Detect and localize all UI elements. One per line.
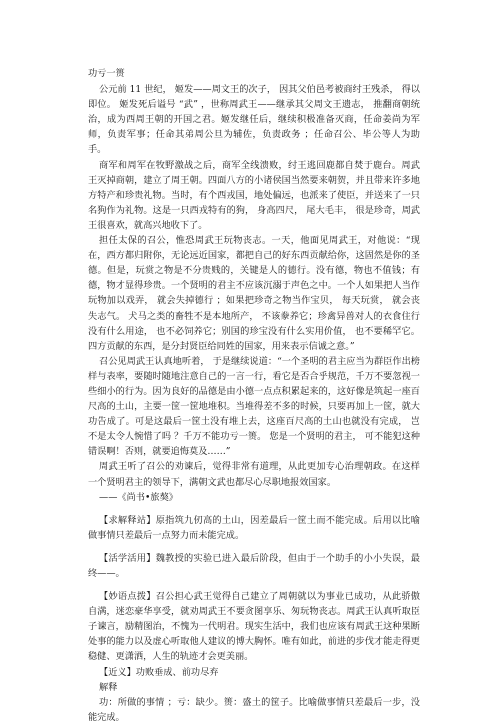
spacer [88, 505, 420, 513]
story-paragraph: 召公见周武王认真地听着， 于是继续说道：“一个圣明的君主应当为群臣作出榜样与表率，要随时随地注意自己的一言一行，看它是否合乎规范，千万不要忽视一些细小的行为。因为良好的品德是由小德一点点积累起来的，这好像是筑起一座百尺高的土山，主要一筐一筐地堆积。当堆得差不多的时候，只要再加上一筐，就大功告成了。可是这最后一筐土没有堆上去，这座百尺高的土山也就没有完成， 岂不是太令人惋惜了吗 ？千万不能功亏一篑。 您是一个贤明的君主， 可不能犯这种错误啊！否则，就要追悔莫及……” [88, 355, 420, 458]
document-body [88, 66, 420, 725]
story-paragraph: 公元前 11 世纪， 姬发——周文王的次子， 因其父伯邑考被商纣王残杀， 得以即位。 姬发死后谥号 “武” ，世称周武王——继承其父周文王遗志， 推翻商朝统治，成为西周王朝的开国之君。姬发继任后，继续积极准备灭商，任命姜尚为军师，负责军事；任命其弟周公旦为辅佐，负责政务 ；任命召公、毕公等人为助手。 [88, 84, 420, 156]
note-explanation [88, 513, 420, 543]
note-text: 魏教授的实验已进入最后阶段，但由于一个助手的小小失误，最终——。 [88, 552, 420, 579]
explain-heading: 解释 [99, 681, 118, 693]
story-paragraph: 担任太保的召公，惟恐周武王玩物丧志。一天，他面见周武王，对他说：“现在，西方都归附你，无论远近国家，都把自己的好东西贡献给你，这固然是你的圣德。但是，玩赏之物是不分贵贱的，关键是人的德行。没有德，物也不值钱；有德，物才显得珍贵。一个贤明的君主不应该沉溺于声色之中。一个人如果把人当作玩物加以戏弄， 就会失掉德行 ；如果把珍奇之物当作宝贝， 每天玩赏， 就会丧失志气。 犬马之类的畜牲不是本地所产， 不该豢养它；珍禽异兽对人的衣食住行没有什么用途， 也不必饲养它；别国的珍宝没有什么实用价值， 也不要稀罕它。 四方贡献的东西，是分封贤臣给同姓的国家，用来表示信诚之意。” [88, 235, 420, 352]
document-title: 功亏一篑 [88, 68, 125, 79]
note-text: 功败垂成、前功尽弃 [135, 666, 219, 678]
explain-text: 功：所做的事情 ；亏：缺少。篑：盛土的筐子。比喻做事情只差最后一步，没能完成。 [88, 696, 420, 723]
note-label: 【活学活用】 [99, 552, 156, 564]
note-label: 【近义】 [99, 666, 136, 678]
note-text: 原指筑九仞高的土山，因差最后一筐土而不能完成。后用以比喻做事情只差最后一点努力而未能完成。 [88, 514, 420, 541]
note-label: 【求解释站】 [99, 514, 156, 526]
story-paragraph: 周武王听了召公的劝谏后，觉得非常有道理，从此更加专心治理朝政。在这样一个贤明君主的领导下，满朝文武也都尽心尽职地报效国家。 [88, 461, 420, 488]
source-citation: ——《尚书•旅獒》 [99, 491, 178, 503]
story-paragraph: 商军和周军在牧野激战之后，商军全线溃败，纣王逃回鹿都自焚于鹿台。周武王灭掉商朝，建立了周王朝。四面八方的小诸侯国当然要来朝贺，并且带来许多地方特产和珍贵礼物。当时，有个西戎国，地处偏远，也派来了使臣，并送来了一只名狗作为礼物。这是一只西戎特有的狗， 身高四尺， 尾大毛丰， 很是珍奇，周武王很喜欢，就高兴地收下了。 [88, 159, 420, 231]
spacer [88, 581, 420, 589]
note-synonyms [88, 665, 420, 680]
note-insight [88, 589, 420, 664]
note-usage [88, 551, 420, 581]
spacer [88, 543, 420, 551]
note-label: 【妙语点拨】 [99, 591, 156, 603]
note-text: 召公担心武王觉得自己建立了周朝就以为事业已成功，从此骄傲自满，迷恋豪华享受，就劝周武王不要贪图享乐、匆玩物丧志。周武王认真听取臣子谏言，励精图治，不愧为一代明君。现实生活中，我们也应该有周武王这种果断处事的能力以及虚心听取他人建议的博大胸怀。唯有如此，前进的步伐才能走得更稳健、更潇洒，人生的轨迹才会更美丽。 [88, 591, 420, 663]
